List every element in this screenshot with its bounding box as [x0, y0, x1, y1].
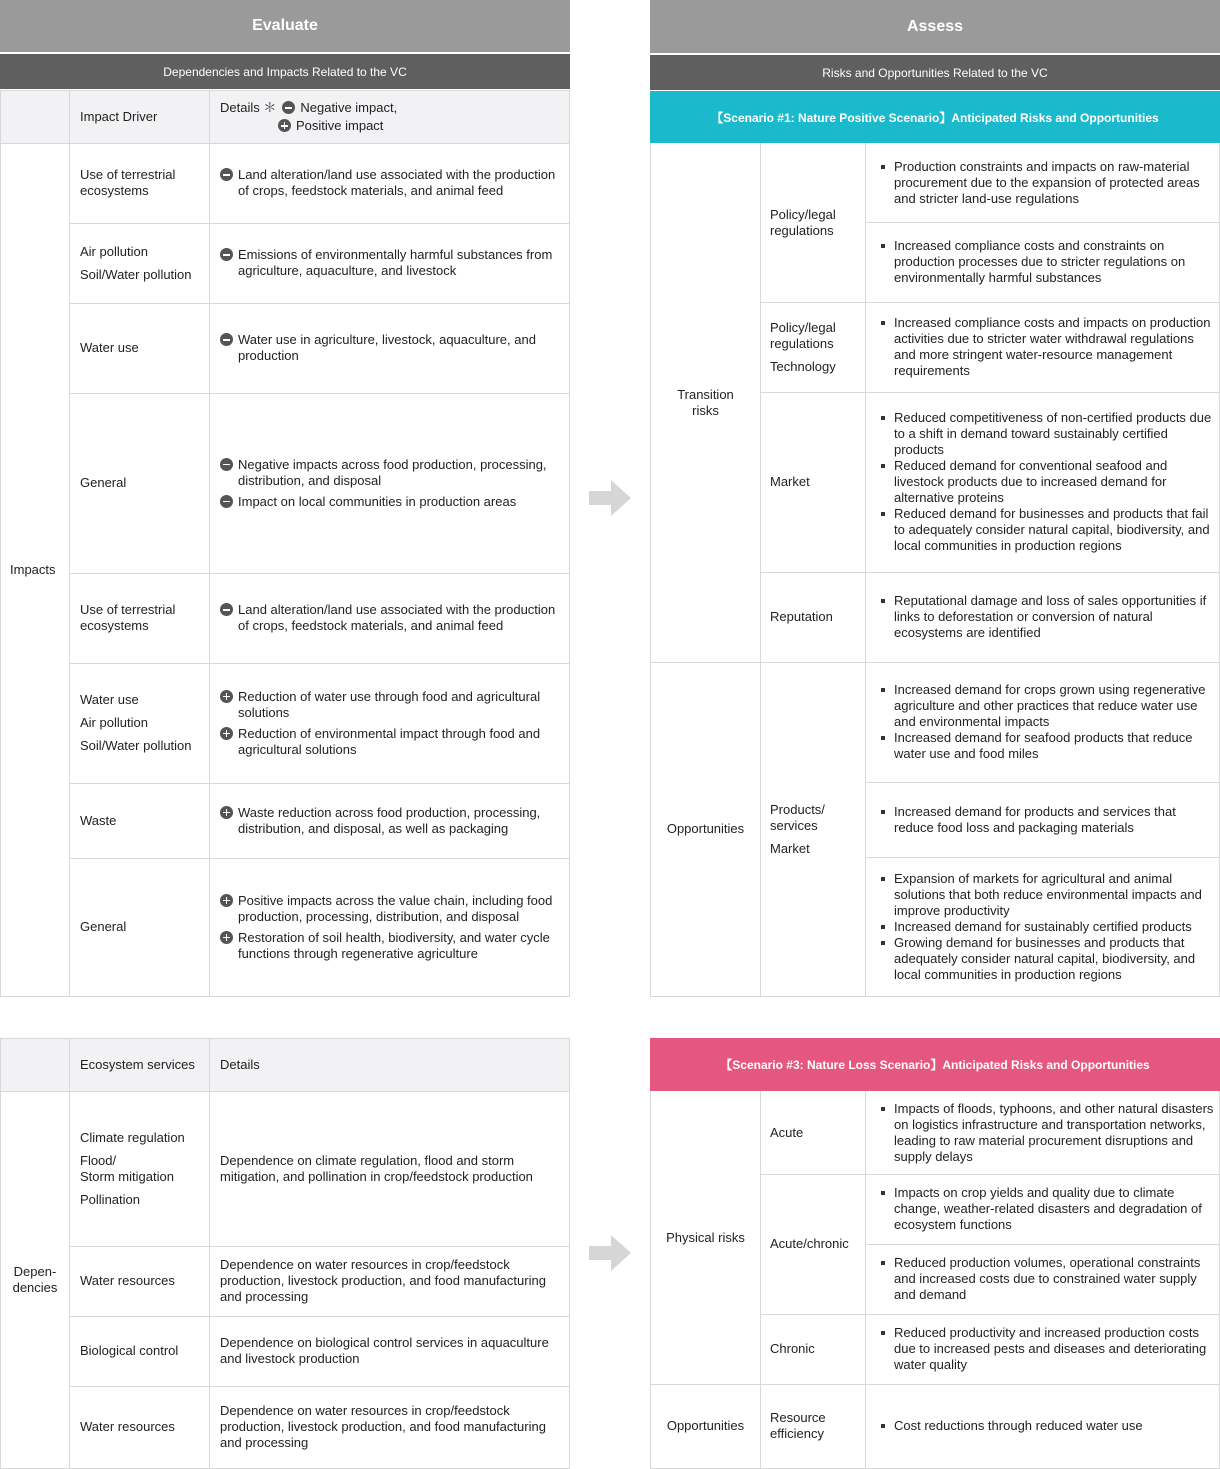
dependency-detail: Dependence on water resources in crop/feedstock production, livestock production, and food manufacturing and processing: [220, 1403, 546, 1450]
ecosystem-service: [80, 1091, 205, 1246]
detail-text: Land alteration/land use associated with the production of crops, feedstock materials, and animal feed: [238, 602, 556, 633]
impact-detail: [220, 303, 565, 393]
plus-circle-icon: [220, 894, 233, 907]
arrow-right-icon: [589, 480, 631, 516]
risk-detail: [877, 222, 1215, 302]
legend-positive: Positive impact: [296, 118, 384, 133]
risk-bullet: Production constraints and impacts on raw-material procurement due to the expansion of protected areas and stricter land-use regulations: [877, 159, 1215, 207]
transition-risks-label: Transition risks: [677, 386, 734, 418]
plus-circle-icon: [220, 806, 233, 819]
assess-title: Assess: [906, 17, 964, 35]
ecosystem-service: [80, 1246, 205, 1316]
impact-driver: [80, 393, 205, 573]
opportunity-bullet: Cost reductions through reduced water use: [877, 1418, 1215, 1434]
service-label: Flood/ Storm mitigation: [80, 1152, 174, 1184]
evaluate-header: [0, 0, 570, 52]
category-text: Chronic: [770, 1341, 815, 1356]
service-label: Pollination: [80, 1191, 140, 1207]
risk-bullet: Increased compliance costs and impacts on production activities due to stricter water withdrawal regulations and more stringent water-resource management requirements: [877, 315, 1215, 379]
plus-circle-icon: [278, 119, 291, 132]
dependency-detail: Dependence on biological control services in aquaculture and livestock production: [220, 1335, 549, 1366]
impact-detail: [220, 573, 565, 663]
dependencies-table: [0, 1038, 570, 1469]
minus-circle-icon: [220, 458, 233, 471]
minus-circle-icon: [220, 248, 233, 261]
evaluate-title: Evaluate: [252, 17, 318, 34]
scenario3-header: [650, 1038, 1220, 1091]
physical-risks-label: Physical risks: [666, 1229, 745, 1245]
impact-detail: [220, 858, 565, 996]
detail-text: Land alteration/land use associated with the production of crops, feedstock materials, and animal feed: [238, 167, 556, 198]
minus-circle-icon: [220, 495, 233, 508]
impact-driver: [80, 663, 205, 783]
category-label: [770, 392, 862, 572]
assess-subheader: [650, 55, 1220, 90]
scenario1-title: 【Scenario #1: Nature Positive Scenario】Anticipated Risks and Opportunities: [711, 110, 1159, 125]
impact-detail: [220, 783, 565, 858]
opportunity-bullet: Increased demand for sustainably certified products: [877, 919, 1215, 935]
risk-bullet: Impacts on crop yields and quality due to climate change, weather-related disasters and degradation of ecosystem functions: [877, 1185, 1215, 1233]
driver-label: Air pollution: [80, 715, 148, 730]
opportunities-label: Opportunities: [666, 821, 745, 836]
category-text: Policy/legal regulations: [770, 206, 836, 238]
legend-negative: Negative impact,: [300, 100, 398, 115]
category-text: Policy/legal regulations: [770, 319, 836, 351]
evaluate-subtitle: Dependencies and Impacts Related to the VC: [163, 64, 407, 79]
category-text: Market: [770, 840, 810, 856]
risk-detail: [877, 1244, 1215, 1314]
risk-bullet: Increased compliance costs and constraints on production processes due to stricter regulations on environmentally harmful substances: [877, 238, 1215, 286]
impact-driver: [80, 573, 205, 663]
impact-detail: [220, 663, 565, 783]
opportunity-detail: [877, 662, 1215, 782]
impacts-group-label: Impacts: [10, 561, 56, 577]
impact-driver: [80, 303, 205, 393]
risk-detail: [877, 143, 1215, 222]
risk-detail: [877, 572, 1215, 662]
ecosystem-services-header: Ecosystem services: [80, 1057, 195, 1072]
opportunity-detail: [877, 1384, 1215, 1468]
category-text: Market: [770, 474, 810, 489]
category-label: [770, 1314, 862, 1384]
driver-label: Use of terrestrial ecosystems: [80, 167, 176, 198]
scenario3-title: 【Scenario #3: Nature Loss Scenario】Anticipated Risks and Opportunities: [720, 1058, 1150, 1072]
risk-bullet: Reduced competitiveness of non-certified products due to a shift in demand toward sustainably certified products: [877, 410, 1215, 458]
risk-detail: [877, 302, 1215, 392]
category-text: Resource efficiency: [770, 1410, 826, 1441]
scenario1-table: [650, 143, 1220, 997]
category-label: [770, 572, 862, 662]
minus-circle-icon: [220, 333, 233, 346]
driver-label: General: [80, 475, 127, 490]
opportunity-bullet: Expansion of markets for agricultural and animal solutions that both reduce environmental impacts and improve productivity: [877, 871, 1215, 919]
opportunities-label: Opportunities: [666, 1418, 745, 1433]
risk-bullet: Reputational damage and loss of sales opportunities if links to deforestation or conversion of natural ecosystems are identified: [877, 593, 1215, 641]
plus-circle-icon: [220, 690, 233, 703]
impact-driver: [80, 143, 205, 223]
category-label: [770, 662, 862, 996]
category-label: [770, 1091, 862, 1174]
impact-detail: [220, 143, 565, 223]
driver-label: Soil/Water pollution: [80, 738, 192, 753]
risk-bullet: Reduced production volumes, operational constraints and increased costs due to constrained water supply and demand: [877, 1255, 1215, 1303]
driver-label: Water use: [80, 340, 139, 355]
plus-circle-icon: [220, 727, 233, 740]
category-text: Reputation: [770, 609, 833, 624]
opportunity-detail: [877, 857, 1215, 996]
service-label: Water resources: [80, 1419, 175, 1434]
service-label: Climate regulation: [80, 1129, 185, 1145]
minus-circle-icon: [282, 101, 295, 114]
plus-circle-icon: [220, 931, 233, 944]
category-label: [770, 143, 862, 302]
detail-text: Emissions of environmentally harmful substances from agriculture, aquaculture, and livestock: [238, 247, 553, 278]
minus-circle-icon: [220, 168, 233, 181]
driver-label: Water use: [80, 692, 139, 707]
impact-detail: [220, 393, 565, 573]
impact-driver: [80, 858, 205, 996]
detail-text: Water use in agriculture, livestock, aquaculture, and production: [238, 332, 536, 363]
detail-text: Restoration of soil health, biodiversity, and water cycle functions through regenerative agriculture: [238, 929, 550, 961]
dependency-details-header: Details: [220, 1057, 260, 1072]
detail-text: Negative impacts across food production, processing, distribution, and disposal: [238, 456, 547, 488]
risk-bullet: Reduced demand for conventional seafood and livestock products due to increased demand for alternative proteins: [877, 458, 1215, 506]
detail-text: Reduction of environmental impact through food and agricultural solutions: [238, 725, 541, 757]
opportunity-bullet: Increased demand for crops grown using regenerative agriculture and other practices that reduce water use and environmental impacts: [877, 682, 1215, 730]
impacts-table: [0, 90, 570, 997]
dependencies-group-label: Depen- dencies: [12, 1263, 58, 1295]
impact-driver: [80, 223, 205, 303]
assess-subtitle: Risks and Opportunities Related to the VC: [822, 65, 1048, 80]
category-text: Acute: [770, 1124, 804, 1140]
impact-detail: [220, 223, 565, 303]
service-label: Biological control: [80, 1343, 179, 1358]
evaluate-subheader: [0, 54, 570, 89]
category-text: Products/ services: [770, 801, 825, 833]
details-header-label: Details ＊: [220, 100, 277, 115]
risk-detail: [877, 1174, 1215, 1244]
minus-circle-icon: [220, 603, 233, 616]
risk-bullet: Reduced productivity and increased production costs due to increased pests and diseases and deteriorating water quality: [877, 1325, 1215, 1373]
arrow-right-icon: [589, 1235, 631, 1271]
detail-text: Impact on local communities in production areas: [238, 493, 517, 509]
impact-driver-header: Impact Driver: [80, 109, 158, 124]
category-label: [770, 1384, 862, 1468]
scenario1-header: [650, 91, 1220, 143]
category-text: Acute/chronic: [770, 1236, 849, 1251]
risk-bullet: Impacts of floods, typhoons, and other natural disasters on logistics infrastructure and transportation networks, leading to raw material procurement disruptions and supply delays: [877, 1101, 1215, 1165]
dependency-detail: Dependence on water resources in crop/feedstock production, livestock production, and food manufacturing and processing: [220, 1257, 546, 1304]
detail-text: Positive impacts across the value chain, including food production, processing, distribution, and disposal: [238, 892, 553, 924]
detail-text: Reduction of water use through food and agricultural solutions: [238, 688, 541, 720]
category-label: [770, 1174, 862, 1314]
opportunity-bullet: Increased demand for seafood products that reduce water use and food miles: [877, 730, 1215, 762]
driver-label: Waste: [80, 812, 117, 828]
opportunity-bullet: Increased demand for products and services that reduce food loss and packaging materials: [877, 804, 1215, 836]
dependency-detail: Dependence on climate regulation, flood and storm mitigation, and pollination in crop/feedstock production: [220, 1152, 533, 1184]
detail-text: Waste reduction across food production, processing, distribution, and disposal, as well as packaging: [238, 804, 541, 836]
risk-detail: [877, 1091, 1215, 1174]
driver-label: Use of terrestrial ecosystems: [80, 602, 176, 633]
details-header: [220, 100, 560, 140]
opportunity-bullet: Growing demand for businesses and products that adequately consider natural capital, biodiversity, and local communities in production regions: [877, 935, 1215, 983]
driver-label: General: [80, 919, 127, 934]
driver-label: Air pollution: [80, 243, 148, 259]
assess-header: [650, 0, 1220, 53]
ecosystem-service: [80, 1316, 205, 1386]
ecosystem-service: [80, 1386, 205, 1468]
impact-driver: [80, 783, 205, 858]
scenario3-table: [650, 1091, 1220, 1469]
category-text: Technology: [770, 358, 836, 374]
service-label: Water resources: [80, 1273, 175, 1288]
category-label: [770, 302, 862, 392]
opportunity-detail: [877, 782, 1215, 857]
driver-label: Soil/Water pollution: [80, 266, 192, 282]
risk-bullet: Reduced demand for businesses and products that fail to adequately consider natural capital, biodiversity, and local communities in production regions: [877, 506, 1215, 554]
risk-detail: [877, 392, 1215, 572]
risk-detail: [877, 1314, 1215, 1384]
